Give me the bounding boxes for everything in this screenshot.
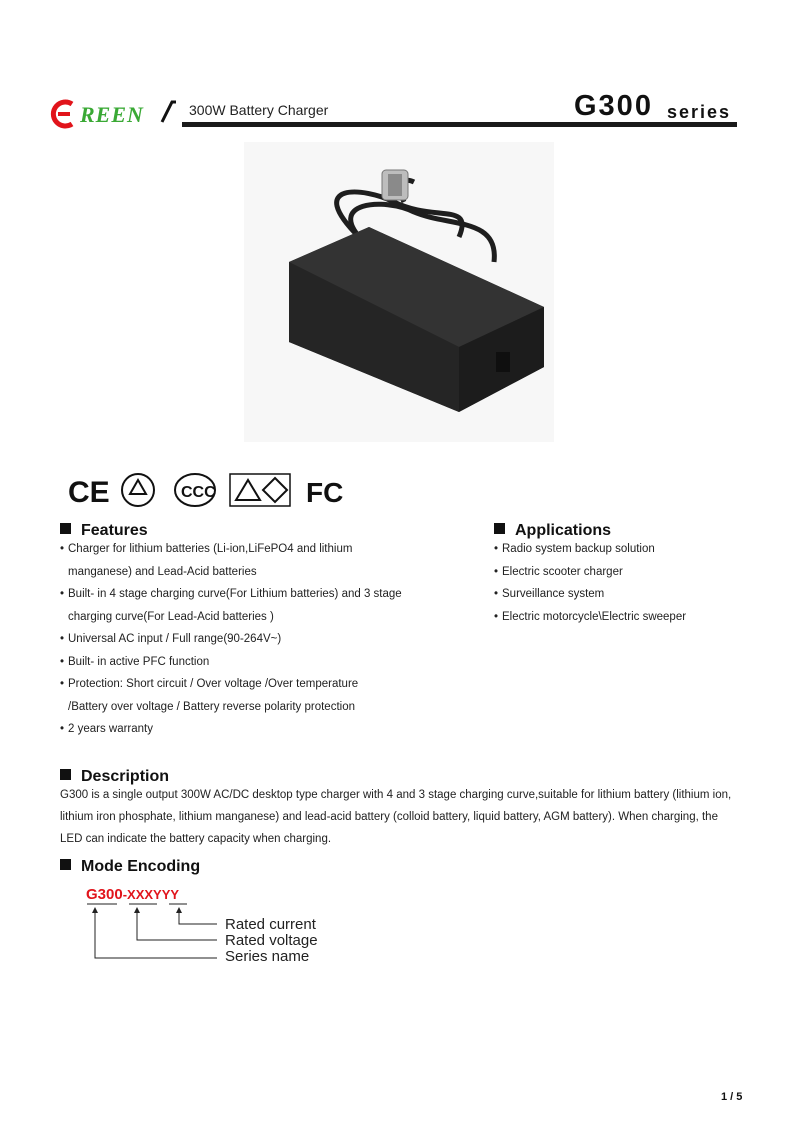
code-label-rated-current: Rated current (225, 916, 316, 933)
brand-logo (50, 96, 180, 130)
svg-text:FC: FC (306, 477, 344, 508)
feature-item: • Charger for lithium batteries (Li-ion,LiFePO4 and lithium (60, 543, 353, 555)
product-image (244, 142, 554, 442)
pse-mark-icon (230, 474, 290, 506)
code-label-rated-voltage: Rated voltage (225, 932, 318, 949)
ce-mark-icon (68, 476, 110, 509)
certification-marks (68, 470, 358, 510)
feature-item-cont: manganese) and Lead-Acid batteries (68, 565, 257, 578)
application-item: • Electric motorcycle\Electric sweeper (494, 610, 687, 623)
fcc-mark-icon (306, 477, 343, 508)
page-number: 1 / 5 (721, 1091, 743, 1103)
feature-item: • Built- in active PFC function (60, 655, 210, 668)
feature-item: • Protection: Short circuit / Over voltage /Over temperature (60, 678, 359, 690)
mode-encoding-heading: Mode Encoding (60, 858, 200, 876)
feature-item: • 2 years warranty (60, 723, 154, 735)
features-heading: Features (60, 522, 148, 540)
application-item: • Radio system backup solution (494, 543, 655, 555)
applications-list (494, 538, 686, 628)
ccc-mark-icon (175, 474, 216, 506)
features-list (60, 538, 402, 741)
applications-heading: Applications (494, 522, 611, 540)
feature-item-cont: /Battery over voltage / Battery reverse polarity protection (68, 700, 355, 713)
series-code: G300 (574, 90, 653, 122)
feature-item: • Universal AC input / Full range(90-264V~) (60, 633, 282, 645)
feature-item-cont: charging curve(For Lead-Acid batteries ) (68, 610, 274, 623)
application-item: • Electric scooter charger (494, 565, 623, 578)
description-text: G300 is a single output 300W AC/DC desktop type charger with 4 and 3 stage charging curve,suitable for lithium battery (lithium ion, lithium iron phosphate, lithium manganese) and lead-acid battery (colloid battery, liquid battery, AGM battery). When charging, the LED can indicate the battery capacity when charging. (60, 789, 732, 845)
document-subtitle: 300W Battery Charger (189, 102, 329, 118)
svg-text:CE: CE (68, 476, 110, 509)
code-label-series-name: Series name (225, 948, 310, 965)
series-word: series (667, 102, 732, 122)
header-rule (182, 122, 737, 127)
application-item: • Surveillance system (494, 588, 605, 600)
feature-item: • Built- in 4 stage charging curve(For Lithium batteries) and 3 stage (60, 588, 402, 600)
svg-text:REEN: REEN (80, 102, 144, 127)
svg-text:CCC: CCC (181, 484, 216, 501)
encoding-diagram (85, 902, 225, 964)
tuv-mark-icon (122, 474, 154, 506)
description-heading: Description (60, 768, 169, 786)
model-code: G300-XXXYYY (86, 886, 180, 903)
